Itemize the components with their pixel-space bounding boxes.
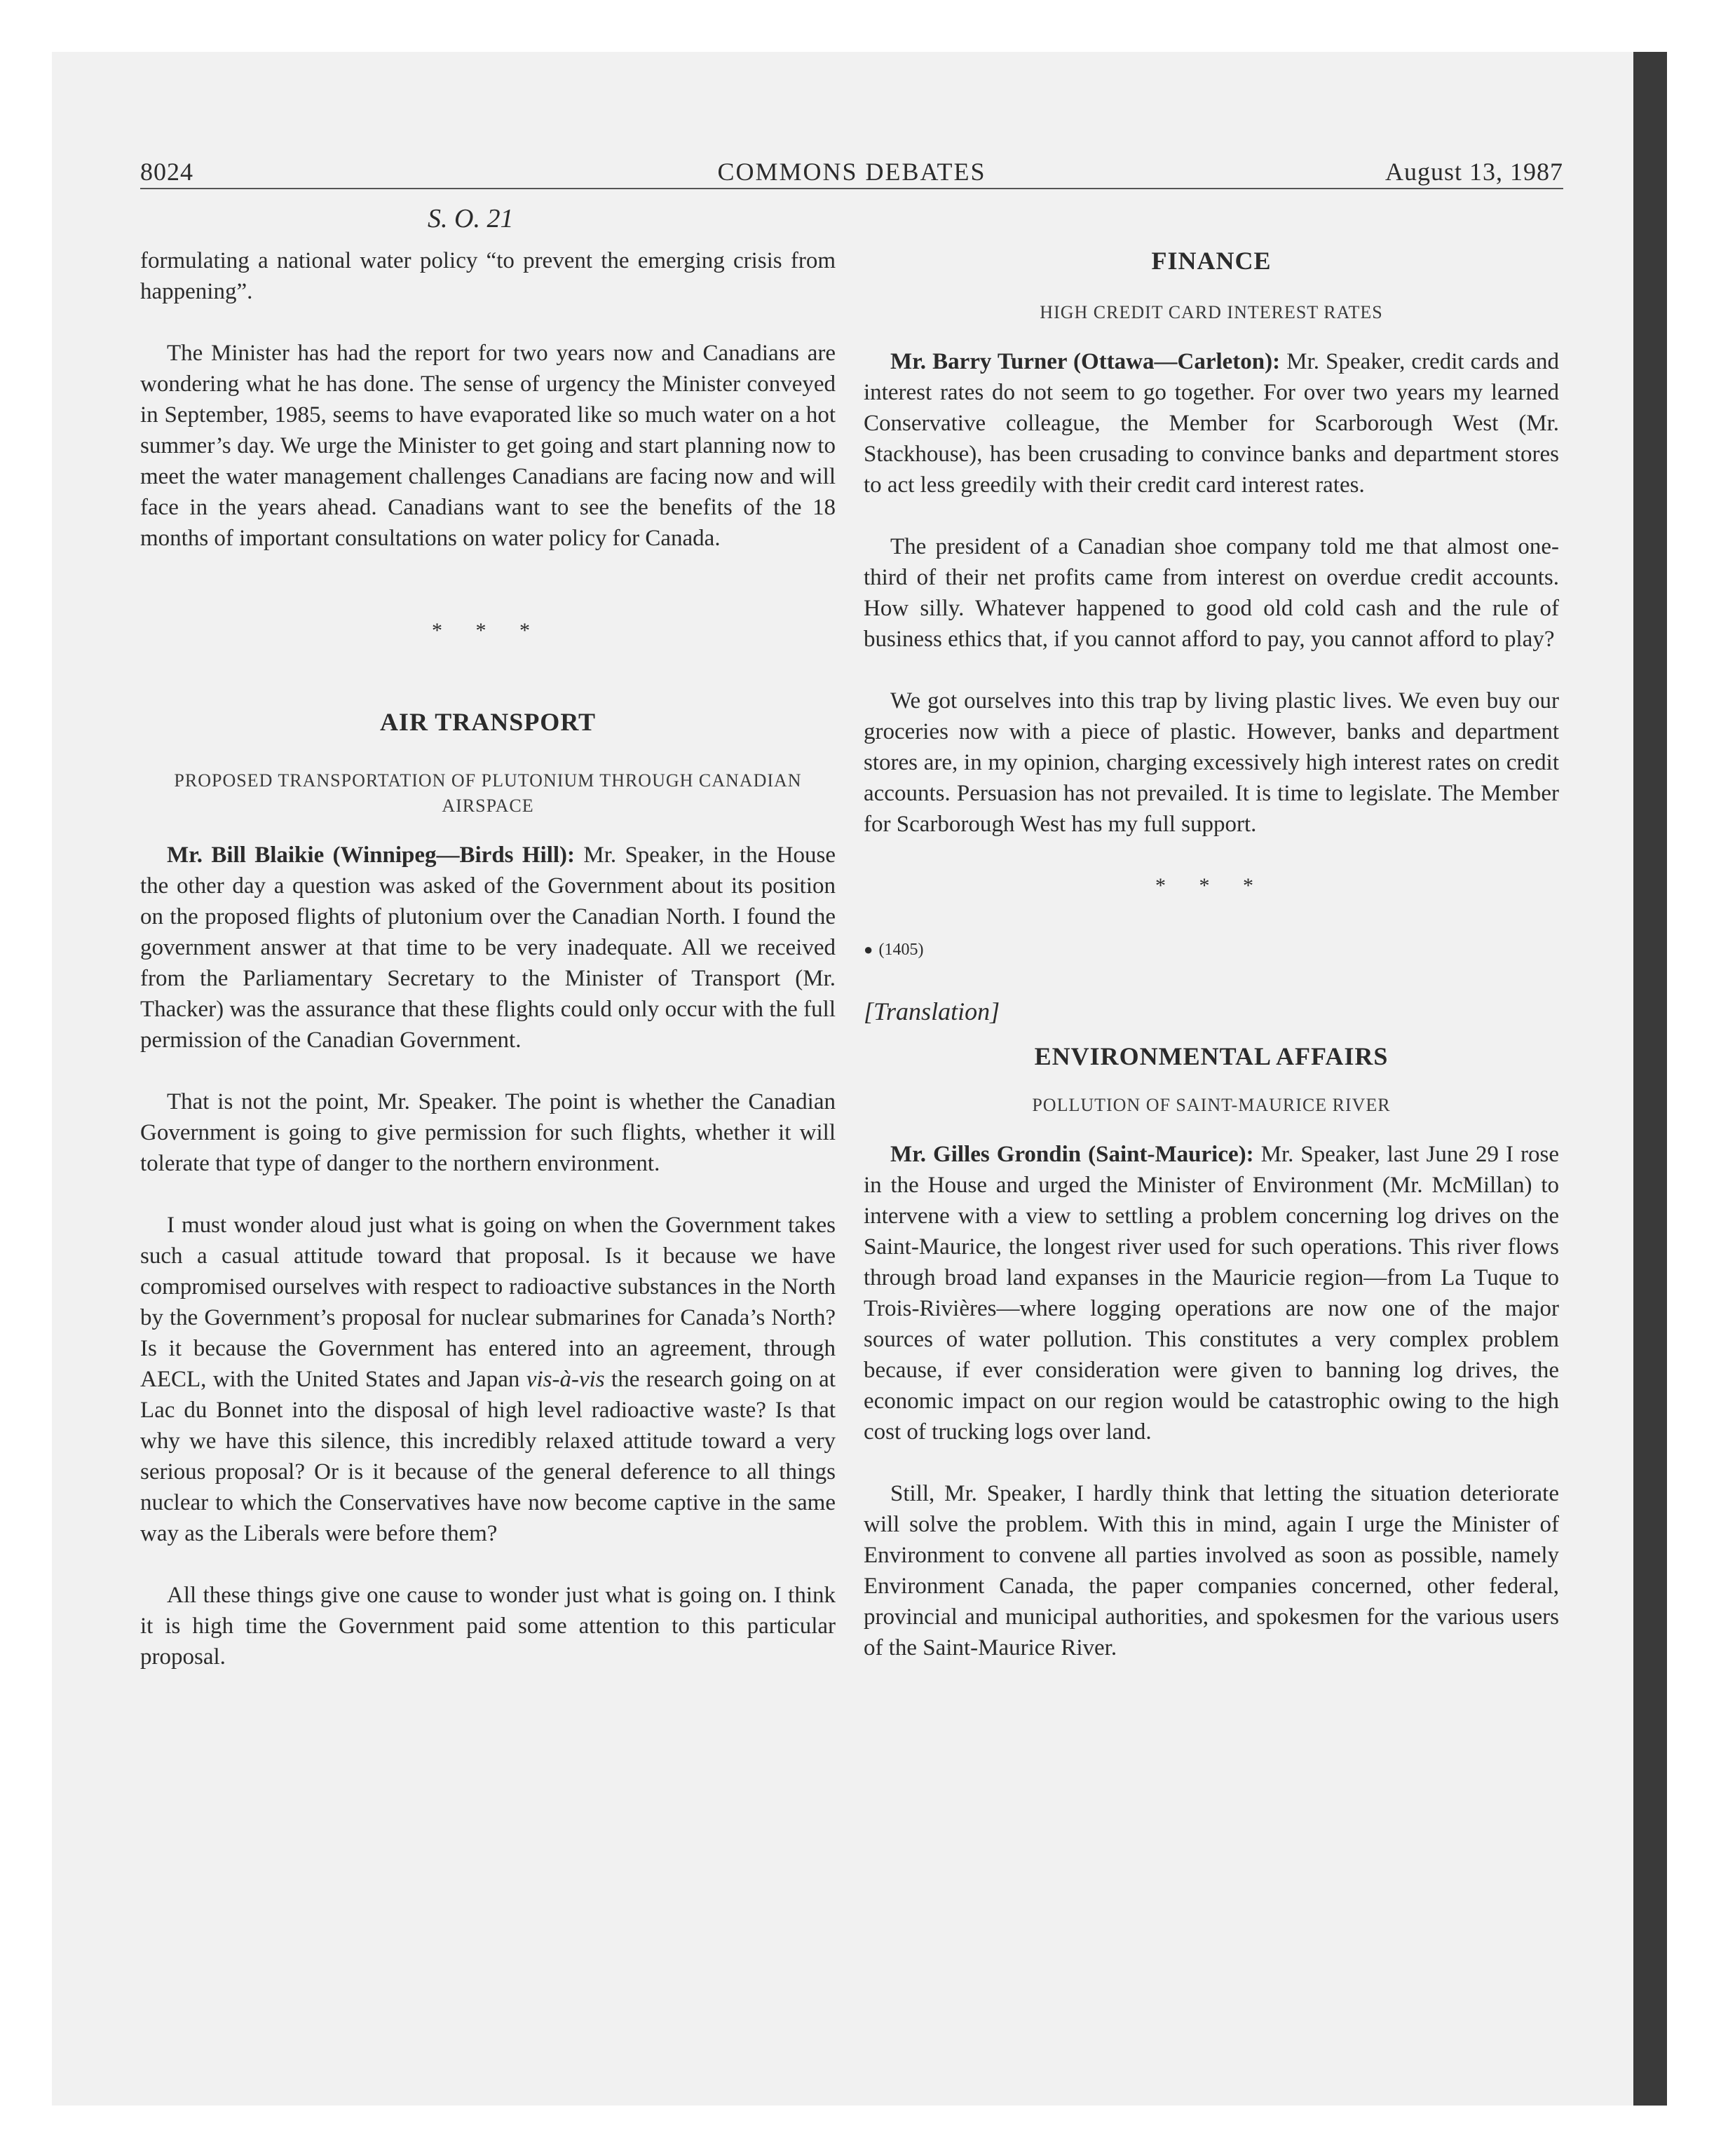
section-heading: FINANCE — [1151, 247, 1272, 275]
paragraph: We got ourselves into this trap by living plastic lives. We even buy our groceries now with a piece of plastic. However, banks and department stores are, in my opinion, charging excessively high interest rates on credit accounts. Persuasion has not prevailed. It is time to legislate. The Member for Scarborough West has my full support. — [864, 688, 1559, 837]
speech-text: Mr. Speaker, last June 29 I rose in the House and urged the Minister of Environment (Mr. McMillan) to intervene with a view to settling a problem concerning log drives on the Saint-Maurice, the longest river used for such operations. This river flows through broad land expanses in the Mauricie region—from La Tuque to Trois-Rivières—where logging operations are now one of the major sources of water pollution. This constitutes a very complex problem because, if ever consideration were given to banning log drives, the economic impact on our region would be catastrophic owing to the high cost of trucking logs over land. — [864, 1142, 1559, 1445]
translation-marker: [Translation] — [864, 997, 1000, 1025]
page-header — [140, 157, 1563, 192]
paragraph: formulating a national water policy “to prevent the emerging crisis from happening”. — [140, 248, 836, 304]
speech-text: Mr. Speaker, in the House the other day a question was asked of the Government about its position on the proposed flights of plutonium over the Canadian North. I found the government answer at that time to be very inadequate. All we received from the Parliamentary Secretary to the Minister of Transport (Mr. Thacker) was the assurance that these flights could only occur with the full permission of the Canadian Government. — [140, 842, 836, 1053]
left-column — [140, 245, 836, 1672]
paragraph — [864, 346, 1559, 500]
paragraph: The Minister has had the report for two years now and Canadians are wondering what he has done. The sense of urgency the Minister conveyed in September, 1985, seems to have evaporated like so much water on a hot summer’s day. We urge the Minister to get going and start planning now to meet the water management challenges Canadians are facing now and will face in the years ahead. Canadians want to see the benefits of the 18 months of important consultations on water policy for Canada. — [140, 341, 836, 551]
bullet-icon: ● — [864, 941, 873, 958]
speaker-name: Mr. Barry Turner (Ottawa—Carleton): — [890, 349, 1281, 374]
paragraph — [140, 1210, 836, 1549]
speech-text: the research going on at Lac du Bonnet into the disposal of high level radioactive waste? Is that why we have this silence, this incredibly relaxed attitude toward a very serious proposal? Or is it because of the general deference to all things nuclear to which the Conservatives have now become captive in the same way as the Liberals were before them? — [140, 1367, 836, 1546]
speaker-name: Mr. Gilles Grondin (Saint-Maurice): — [890, 1142, 1254, 1167]
italic-phrase: vis-à-vis — [526, 1367, 605, 1392]
paragraph: That is not the point, Mr. Speaker. The point is whether the Canadian Government is going to give permission for such flights, whether it will tolerate that type of danger to the northern environment. — [140, 1089, 836, 1176]
section-heading: AIR TRANSPORT — [379, 708, 597, 736]
paragraph — [864, 1139, 1559, 1447]
speech-text: I must wonder aloud just what is going on when the Government takes such a casual attitude toward that proposal. Is it because we have compromised ourselves with respect to radioactive substances in the North by the Government’s proposal for nuclear submarines for Canada’s North? Is it because the Government has entered into an agreement, through AECL, with the United States and Japan — [140, 1213, 836, 1392]
paragraph: All these things give one cause to wonder just what is going on. I think it is high time the Government paid some attention to this particular proposal. — [140, 1583, 836, 1670]
page-number: 8024 — [140, 158, 193, 186]
section-subheading: PROPOSED TRANSPORTATION OF PLUTONIUM THROUGH CANADIAN AIRSPACE — [174, 770, 802, 816]
section-marker: S. O. 21 — [428, 204, 514, 233]
publication-date: August 13, 1987 — [1384, 158, 1563, 186]
timestamp: (1405) — [878, 941, 924, 959]
section-separator: * * * — [432, 619, 544, 642]
section-separator: * * * — [1155, 874, 1267, 897]
speaker-name: Mr. Bill Blaikie (Winnipeg—Birds Hill): — [167, 842, 576, 868]
paragraph — [140, 840, 836, 1056]
section-subheading: HIGH CREDIT CARD INTEREST RATES — [1040, 302, 1383, 322]
paragraph: The president of a Canadian shoe company told me that almost one-third of their net profits came from interest on overdue credit accounts. How silly. Whatever happened to good old cold cash and the rule of business ethics that, if you cannot afford to pay, you cannot afford to play? — [864, 534, 1559, 652]
section-subheading: POLLUTION OF SAINT-MAURICE RIVER — [1032, 1095, 1391, 1115]
paragraph: Still, Mr. Speaker, I hardly think that letting the situation deteriorate will solve the problem. With this in mind, again I urge the Minister of Environment to convene all parties involved as soon as possible, namely Environment Canada, the paper companies concerned, other federal, provincial and municipal authorities, and spokesmen for the various users of the Saint-Maurice River. — [864, 1481, 1559, 1660]
right-column — [864, 245, 1559, 1663]
section-heading: ENVIRONMENTAL AFFAIRS — [1034, 1042, 1389, 1070]
header-rule — [140, 188, 1563, 189]
timestamp-line — [864, 932, 1559, 965]
publication-title: COMMONS DEBATES — [717, 158, 986, 186]
scan-edge-shadow — [1633, 52, 1667, 2106]
speech-text: Mr. Speaker, credit cards and interest rates do not seem to go together. For over two years my learned Conservative colleague, the Member for Scarborough West (Mr. Stackhouse), has been crusading to convince banks and department stores to act less greedily with their credit card interest rates. — [864, 349, 1560, 498]
